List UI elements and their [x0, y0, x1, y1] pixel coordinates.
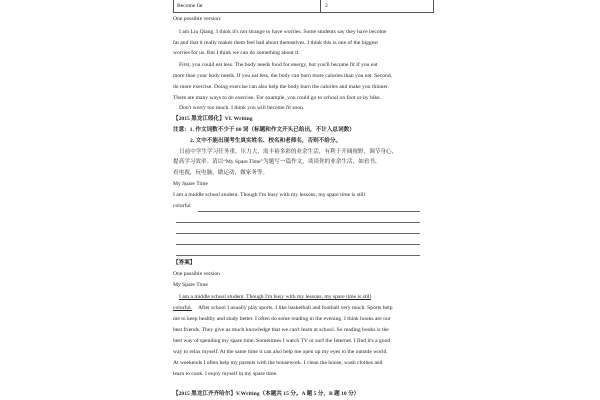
task-prompt: 提高学习效率。请以“My Spare Time”为题写一篇作文，谈谈你的业余生活，如看书， [173, 159, 381, 165]
essay-line: There are many ways to do exercise. For example, you could go to school on foot or by bike. [173, 95, 382, 101]
answer-version-label: One possible version [173, 271, 220, 277]
table-row-value: 2 [325, 3, 328, 9]
essay-line: fat and that it really makes them feel bad about themselves. I think this is one of the biggest [173, 40, 378, 46]
answer-line-text: colorful. [173, 305, 193, 311]
answer-line [176, 233, 420, 234]
answer-line-text: After school I usually play sports. I like basketball and football very much. Sports help [198, 305, 393, 311]
task-prompt: 看电视，玩电脑，做运动，做家务等。 [173, 170, 269, 176]
table-row-label: Become fat [177, 3, 203, 9]
essay-line: I am Liu Qiang. I think it's not strange to have worries. Some students say they have become [179, 29, 387, 35]
answer-line [176, 222, 420, 223]
document-page [160, 0, 440, 400]
table-cell-label [174, 0, 321, 12]
answer-line-text: learn to cook. I enjoy myself in my spare time. [173, 371, 278, 377]
essay-line: Don't worry too much. I think you will become fit soon. [179, 105, 305, 111]
answer-line [176, 255, 420, 256]
essay-line: do more exercise. Doing exercise can also help the body burn the calories and make you thinner. [173, 84, 389, 90]
essay-title: My Spare Time [173, 181, 208, 187]
task-note: 2. 文中不能出现考生真实姓名、校名和老师名，否则不给分。 [190, 138, 342, 144]
answer-line-text: At weekends I often help my parents with the housework. I clean the house, wash clothes and [173, 360, 383, 366]
task-note: 注意：1. 作文词数不少于 80 词（标题和作文开头已给出，不计入总词数） [173, 127, 355, 133]
answer-line-text: me to keep healthy and study better. I often do some reading in the evening. I think books are our [173, 316, 391, 322]
essay-line: more than your body needs. If you eat less, the body can burn more calories than you eat. Second, [173, 73, 393, 79]
task-prompt: 日前中学生学习任务重，压力大，需丰裕多彩的业余生活，有利于开阔视野，调节身心， [179, 149, 398, 155]
version-label: One possible version: [173, 16, 222, 22]
answer-header: 【答案】 [173, 260, 196, 266]
answer-line-text: best friends. They give us much knowledge that we can't learn at school. So reading books is the [173, 327, 389, 333]
next-section-header: 【2015 黑龙江齐齐哈尔】V.Writing（本题共 15 分。A 题 5 分，B 题 10 分） [173, 391, 360, 397]
answer-line [198, 211, 420, 212]
answer-line-text: way to relax myself. At the same time it can also help me open up my eyes to the outside world. [173, 349, 388, 355]
answer-line [176, 244, 420, 245]
answer-line-text: I am a middle school student. Though I'm busy with my lessons, my spare time is still [179, 294, 372, 300]
essay-start: colorful [173, 203, 191, 209]
section-header: 【2015 黑龙江绥化】VI. Writing [173, 116, 253, 122]
essay-line: First, you could eat less. The body needs food for energy, but you'll become fit if you eat [179, 62, 378, 68]
essay-start: I am a middle school student. Though I'm busy with my lessons, my spare time is still [173, 192, 366, 198]
answer-line-text: best way of spending my spare time. Sometimes I watch TV or surf the Internet. I find it's a good [173, 338, 391, 344]
worry-table [173, 0, 434, 13]
answer-title: My Spare Time [173, 282, 208, 288]
essay-line: worries for us. But I think we can do something about it. [173, 50, 300, 56]
